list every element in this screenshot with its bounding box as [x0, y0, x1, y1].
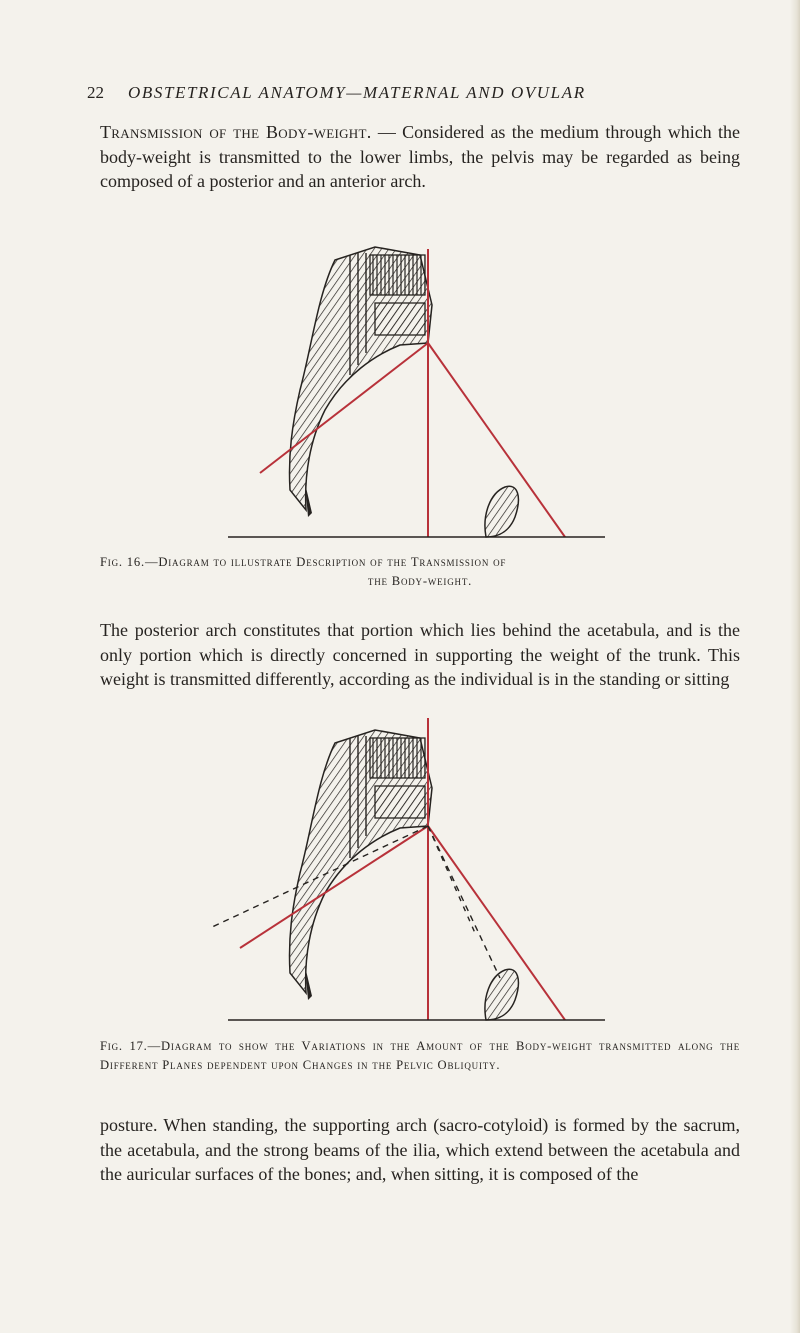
paragraph-posture [100, 1113, 740, 1187]
section-heading: Transmission of the Body-weight. [100, 122, 372, 142]
pubis-drawing [485, 486, 518, 537]
page-edge [790, 0, 800, 1333]
dashed-variation-line [428, 826, 475, 933]
paragraph-text: posture. When standing, the supporting arch (sacro-cotyloid) is formed by the sacrum, the acetabula, and the strong beams of the ilia, which extend between the acetabula and the auricular surfaces of the bones; and, when sitting, it is composed of the [100, 1115, 740, 1184]
figure-17-caption [100, 1037, 740, 1074]
caption-line: Fig. 16.—Diagram to illustrate Description of the Transmission of [100, 555, 507, 569]
vertebra-drawing [370, 738, 425, 778]
paragraph-transmission [100, 120, 740, 194]
vertebra-drawing [375, 786, 425, 818]
pubis-drawing [485, 969, 518, 1020]
figure-17 [200, 708, 620, 1028]
figure-16-diagram [200, 225, 620, 545]
figure-16 [200, 225, 620, 545]
running-header [87, 83, 727, 103]
running-title: OBSTETRICAL ANATOMY—MATERNAL AND OVULAR [128, 83, 586, 102]
page-number: 22 [87, 83, 104, 102]
caption-line: the Body-weight. [367, 573, 473, 588]
dashed-variation-line [428, 826, 500, 978]
paragraph-text: — Considered as the medium through which the body-weight is transmitted to the lower limbs, the pelvis may be regarded as being composed of a posterior and an anterior arch. [100, 122, 740, 191]
caption-text: Fig. 17.—Diagram to show the Variations in the Amount of the Body-weight transmitted along the Different Planes dependent upon Changes in the Pelvic Obliquity. [100, 1039, 740, 1072]
vertebra-drawing [370, 255, 425, 295]
paragraph-text: The posterior arch constitutes that portion which lies behind the acetabula, and is the only portion which is directly concerned in supporting the weight of the trunk. This weight is transmitted differently, according as the individual is in the standing or sitting [100, 620, 740, 689]
vertebra-drawing [375, 303, 425, 335]
paragraph-posterior-arch [100, 618, 740, 692]
figure-16-caption [100, 553, 740, 590]
figure-17-diagram [200, 708, 620, 1028]
